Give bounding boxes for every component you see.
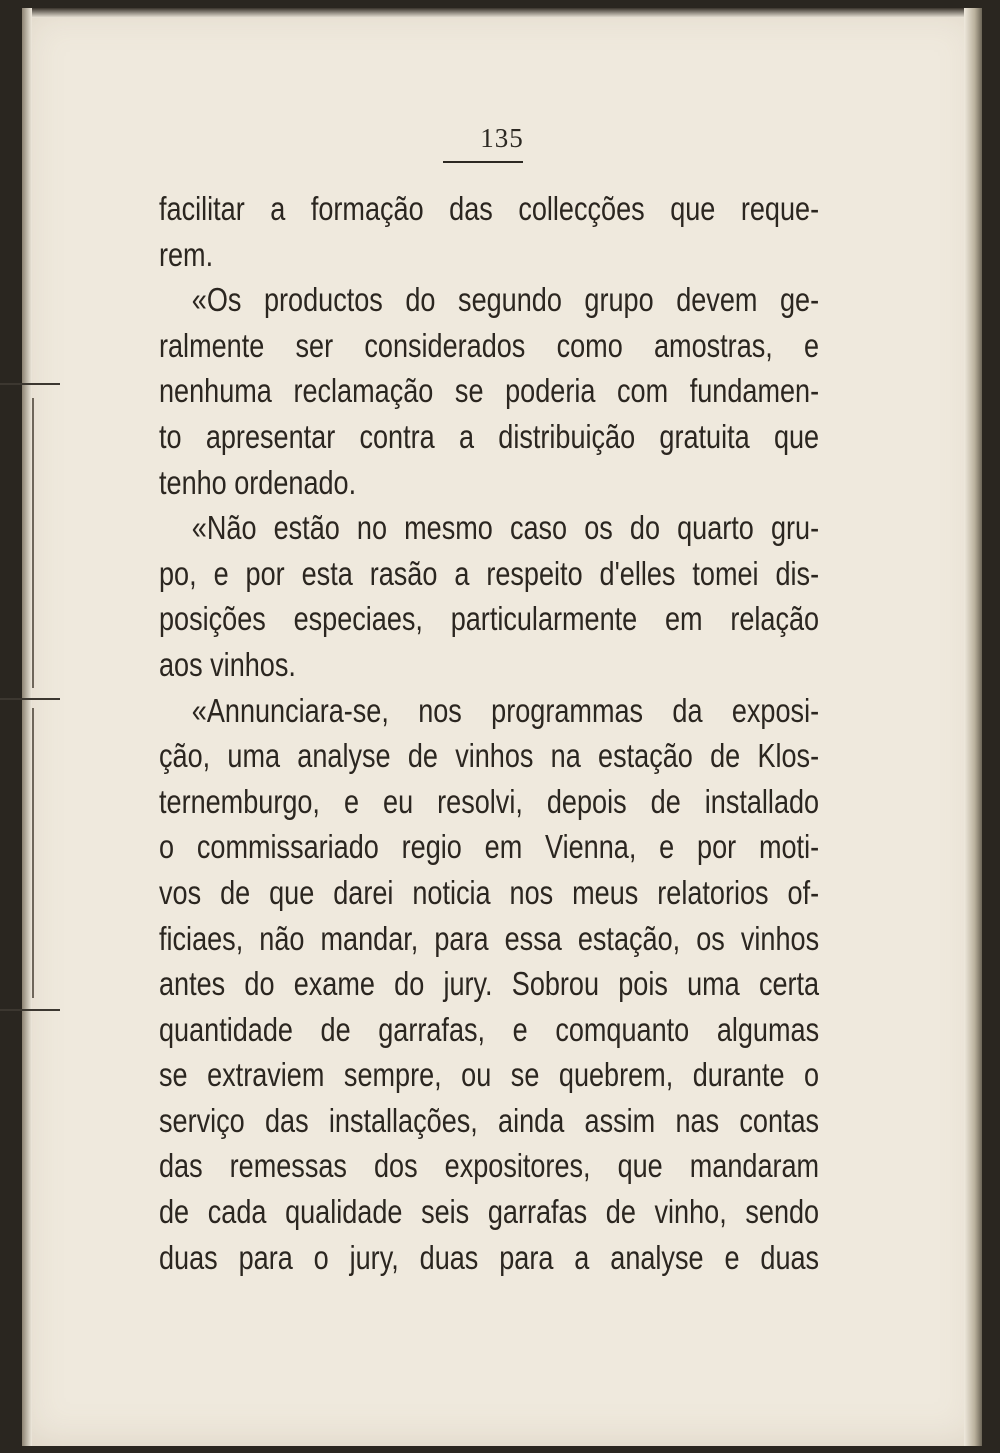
margin-line: [32, 398, 34, 688]
text-line: ralmente ser considerados como amostras, e: [159, 326, 820, 364]
text-line: «Annunciara-se, nos programmas da exposi-: [191, 691, 820, 729]
text-line: «Não estão no mesmo caso os do quarto gru-: [191, 509, 820, 547]
text-line: ternemburgo, e eu resolvi, depois de installado: [159, 782, 820, 820]
text-line: tenho ordenado.: [159, 463, 357, 501]
text-line: se extraviem sempre, ou se quebrem, durante o: [159, 1056, 820, 1094]
text-line: vos de que darei noticia nos meus relatorios of-: [159, 873, 820, 911]
page-right-edge: [964, 8, 982, 1446]
text-line: serviço das installações, ainda assim nas contas: [159, 1101, 820, 1139]
text-line: to apresentar contra a distribuição gratuita que: [159, 417, 820, 455]
text-line: facilitar a formação das collecções que reque-: [159, 190, 820, 227]
margin-mark: [0, 698, 60, 700]
text-line: nenhuma reclamação se poderia com fundamen-: [159, 372, 820, 410]
margin-line: [32, 708, 34, 998]
page-gutter: [22, 8, 32, 1446]
book-page: [22, 8, 982, 1446]
text-line: das remessas dos expositores, que mandaram: [159, 1147, 820, 1185]
body-text: [159, 186, 819, 1280]
text-line: «Os productos do segundo grupo devem ge-: [191, 281, 820, 319]
text-line: ção, uma analyse de vinhos na estação de Klos-: [159, 737, 820, 775]
text-line: de cada qualidade seis garrafas de vinho, sendo: [159, 1193, 820, 1231]
text-line: duas para o jury, duas para a analyse e duas: [159, 1238, 820, 1276]
page-number-rule: [443, 161, 523, 163]
text-line: po, e por esta rasão a respeito d'elles tomei dis-: [159, 554, 820, 592]
text-line: posições especiaes, particularmente em relação: [159, 600, 820, 638]
text-line: aos vinhos.: [159, 645, 296, 683]
text-line: o commissariado regio em Vienna, e por moti-: [159, 828, 820, 866]
margin-mark: [0, 383, 60, 385]
margin-mark: [0, 1009, 60, 1011]
text-line: ficiaes, não mandar, para essa estação, os vinhos: [159, 919, 820, 957]
page-top-edge: [22, 8, 982, 18]
text-line: antes do exame do jury. Sobrou pois uma certa: [159, 965, 820, 1003]
text-line: rem.: [159, 235, 214, 273]
page-number: 135: [480, 123, 524, 153]
text-line: quantidade de garrafas, e comquanto algumas: [159, 1010, 820, 1048]
